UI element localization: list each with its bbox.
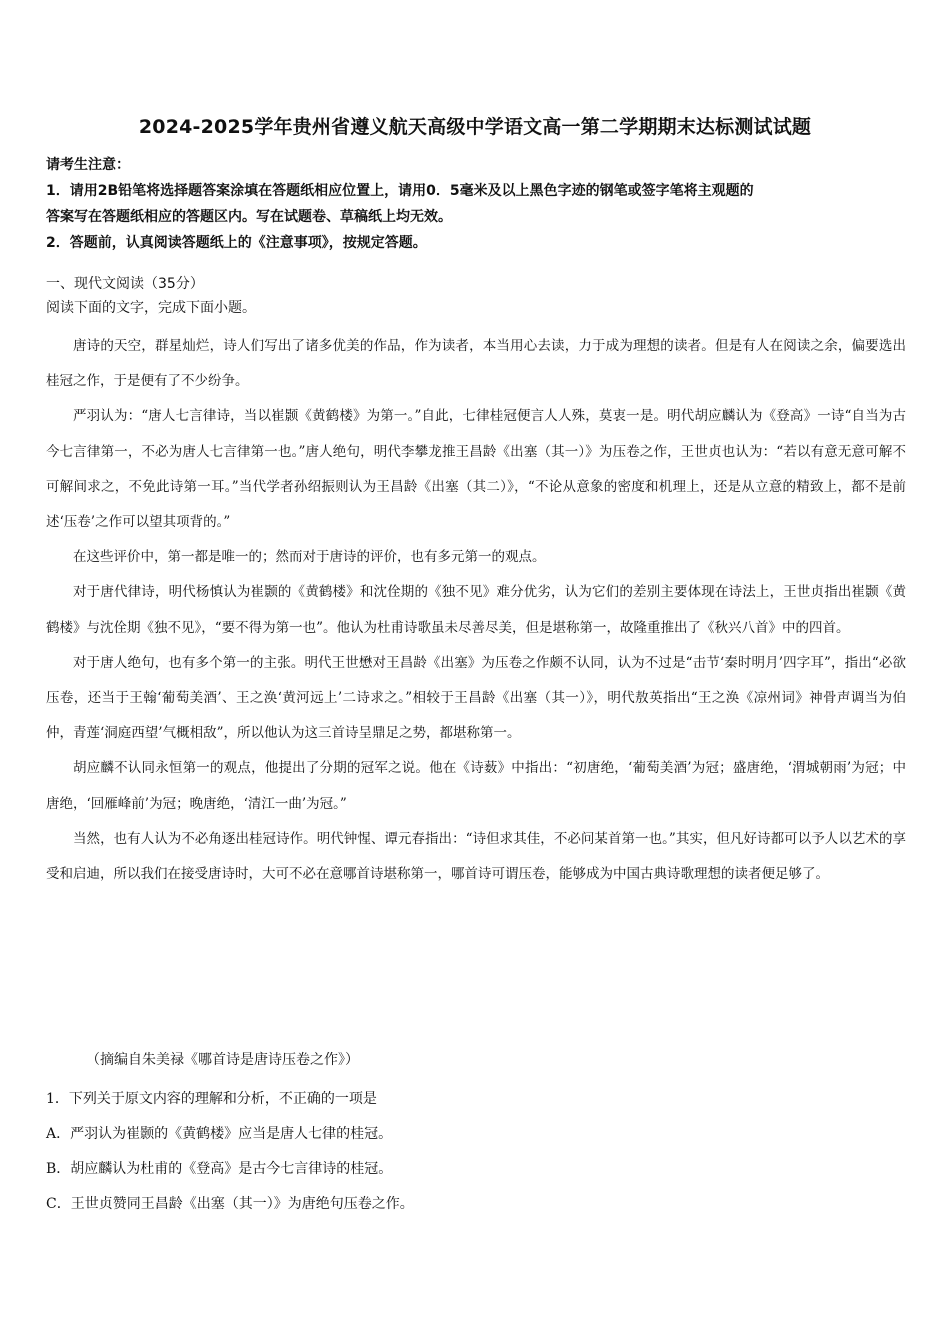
passage-paragraph: 对于唐代律诗，明代杨慎认为崔颢的《黄鹤楼》和沈佺期的《独不见》难分优劣，认为它们的差别主要体现在诗法上，王世贞指出崔颢《黄鹤楼》与沈佺期《独不见》，“要不得为第一也”。他认为杜甫诗歌虽未尽善尽美，但是堪称第一，故隆重推出了《秋兴八首》中的四首。: [46, 584, 906, 636]
passage-source: （摘编自朱美禄《哪首诗是唐诗压卷之作》）: [86, 1052, 359, 1068]
passage-paragraph: 严羽认为：“唐人七言律诗，当以崔颢《黄鹤楼》为第一。”自此，七律桂冠便言人人殊，莫衷一是。明代胡应麟认为《登高》一诗“自当为古今七言律第一，不必为唐人七言律第一也。”唐人绝句，明代李攀龙推王昌龄《出塞（其一）》为压卷之作，王世贞也认为：“若以有意无意可解不可解间求之，不免此诗第一耳。”当代学者孙绍振则认为王昌龄《出塞（其二）》，“不论从意象的密度和机理上，还是从立意的精致上，都不是前述‘压卷’之作可以望其项背的。”: [46, 408, 906, 531]
reading-passage: [46, 329, 906, 892]
notice-item-2: 2．答题前，认真阅读答题纸上的《注意事项》，按规定答题。: [46, 235, 427, 251]
notice-heading: 请考生注意：: [46, 157, 130, 173]
section-heading: 一、现代文阅读（35分）: [46, 276, 204, 292]
passage-paragraph: 在这些评价中，第一都是唯一的；然而对于唐诗的评价，也有多元第一的观点。: [73, 549, 546, 566]
option-b: B．胡应麟认为杜甫的《登高》是古今七言律诗的桂冠。: [46, 1161, 393, 1177]
notice-item-1-line-2: 答案写在答题纸相应的答题区内。写在试题卷、草稿纸上均无效。: [46, 209, 452, 225]
notice-block: [46, 152, 906, 256]
exam-title: 2024-2025学年贵州省遵义航天高级中学语文高一第二学期期末达标测试试题: [138, 116, 812, 138]
option-a: A．严羽认为崔颢的《黄鹤楼》应当是唐人七律的桂冠。: [46, 1126, 393, 1142]
passage-paragraph: 胡应麟不认同永恒第一的观点，他提出了分期的冠军之说。他在《诗薮》中指出：“初唐绝，‘葡萄美酒’为冠；盛唐绝，‘渭城朝雨’为冠；中唐绝，‘回雁峰前’为冠；晚唐绝，‘清江一曲’为冠。”: [46, 760, 906, 812]
question-stem: 1．下列关于原文内容的理解和分析，不正确的一项是: [46, 1091, 377, 1107]
passage-paragraph: 唐诗的天空，群星灿烂，诗人们写出了诸多优美的作品，作为读者，本当用心去读，力于成为理想的读者。但是有人在阅读之余，偏要选出桂冠之作，于是便有了不少纷争。: [46, 338, 906, 390]
question-1: [46, 1082, 414, 1222]
section-instruction: 阅读下面的文字，完成下面小题。: [46, 300, 256, 316]
passage-paragraph: 当然，也有人认为不必角逐出桂冠诗作。明代钟惺、谭元春指出：“诗但求其佳，不必问某首第一也。”其实，但凡好诗都可以予人以艺术的享受和启迪，所以我们在接受唐诗时，大可不必在意哪首诗堪称第一，哪首诗可谓压卷，能够成为中国古典诗歌理想的读者便足够了。: [46, 830, 906, 883]
option-c: C．王世贞赞同王昌龄《出塞（其一）》为唐绝句压卷之作。: [46, 1196, 414, 1212]
passage-paragraph: 对于唐人绝句，也有多个第一的主张。明代王世懋对王昌龄《出塞》为压卷之作颇不认同，认为不过是“击节‘秦时明月’四字耳”，指出“必欲压卷，还当于王翰‘葡萄美酒’、王之涣‘黄河远上’二诗求之。”相较于王昌龄《出塞（其一）》，明代敖英指出“王之涣《凉州词》神骨声调当为伯仲，青莲‘洞庭西望’气概相敌”，所以他认为这三首诗呈鼎足之势，都堪称第一。: [46, 654, 906, 742]
notice-item-1-line-1: 1．请用2B铅笔将选择题答案涂填在答题纸相应位置上，请用0．5毫米及以上黑色字迹的钢笔或签字笔将主观题的: [46, 183, 754, 199]
